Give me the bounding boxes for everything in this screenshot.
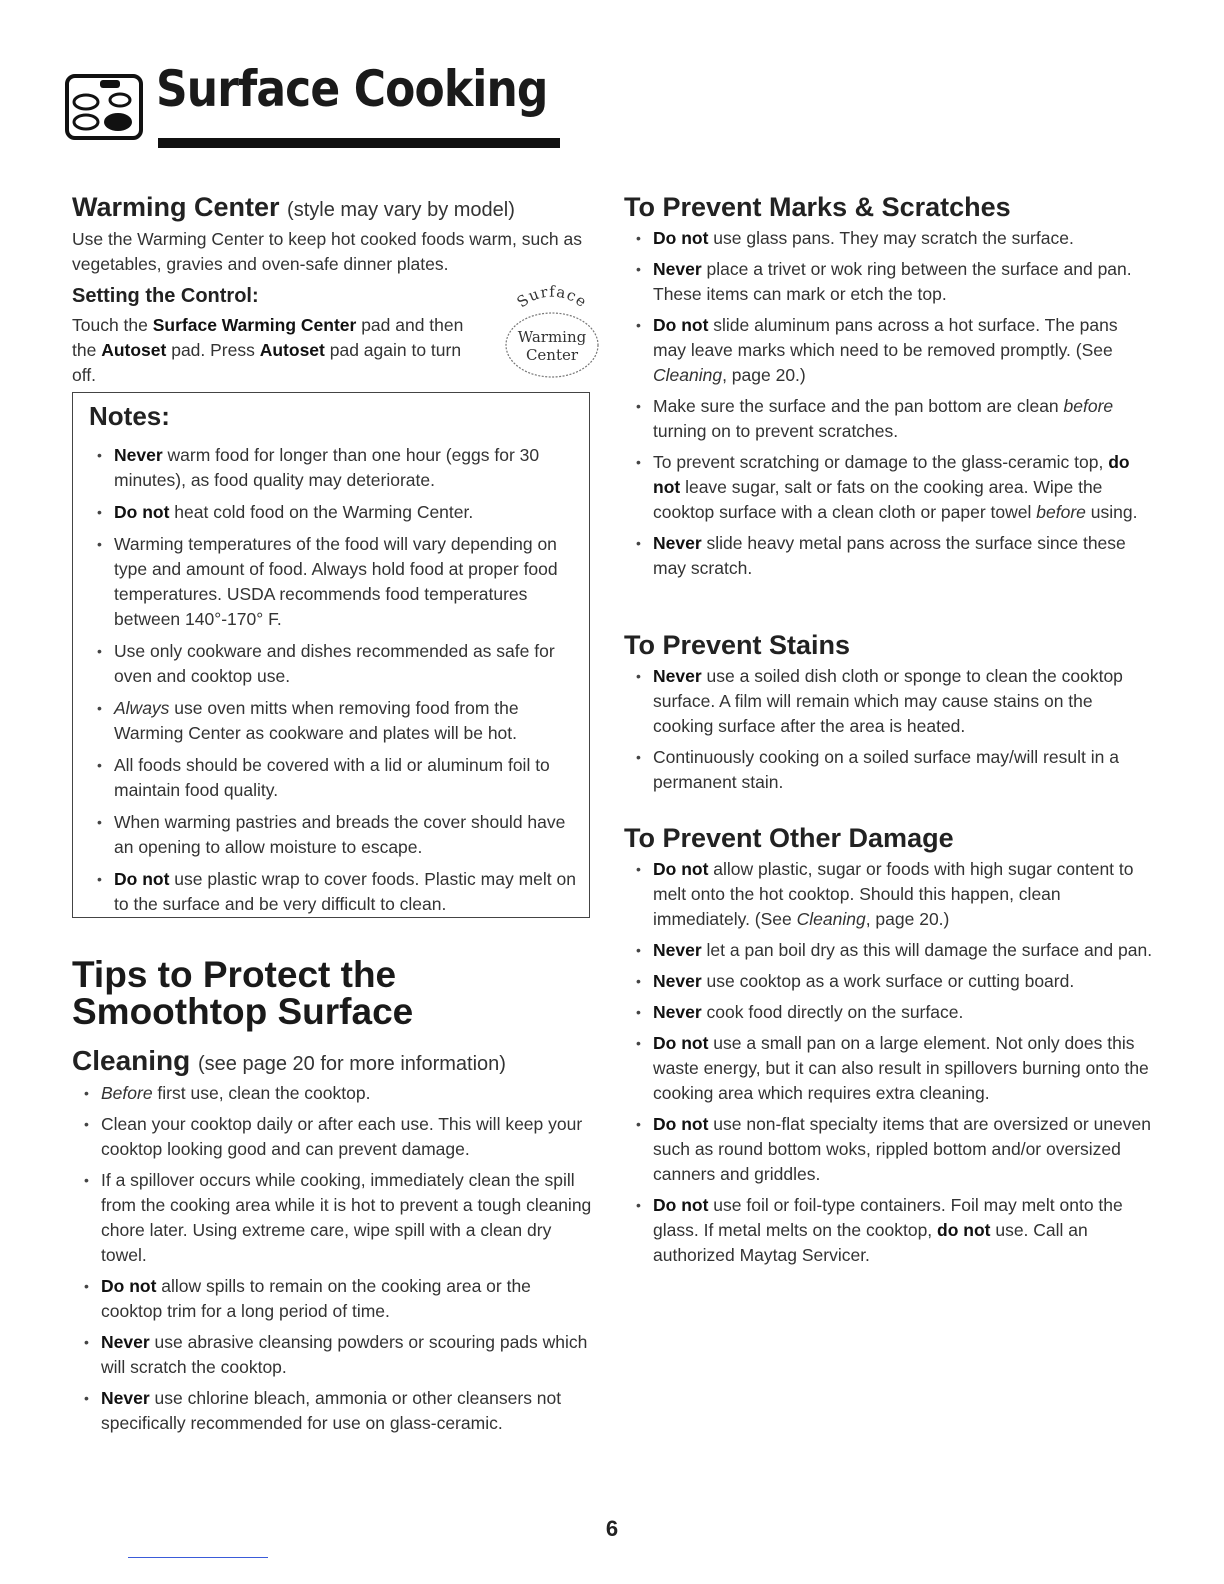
list-item: • Never use a soiled dish cloth or sponge to clean the cooktop surface. A film will remain which may cause stains on the cooking surface after the area is heated. (624, 664, 1154, 739)
svg-text:Warming: Warming (517, 328, 587, 346)
list-item: • If a spillover occurs while cooking, immediately clean the spill from the cooking area while it is hot to prevent a tough cleaning chore later. Using extreme care, wipe spill with a clean dry towel. (72, 1168, 592, 1268)
list-item: • Continuously cooking on a soiled surface may/will result in a permanent stain. (624, 745, 1154, 795)
cleaning-list (72, 1081, 592, 1436)
marks-list (624, 226, 1154, 581)
list-item: • Never warm food for longer than one hour (eggs for 30 minutes), as food quality may deteriorate. (85, 443, 585, 493)
marks-section (624, 192, 1154, 587)
stains-heading: To Prevent Stains (624, 630, 851, 660)
tips-heading: Tips to Protect the Smoothtop Surface (72, 954, 414, 1032)
setting-control-heading: Setting the Control: (72, 285, 259, 307)
other-damage-heading: To Prevent Other Damage (624, 823, 954, 853)
list-item: • Do not heat cold food on the Warming Center. (85, 500, 585, 525)
stains-list (624, 664, 1154, 795)
other-damage-list (624, 857, 1154, 1268)
warming-center-pad-icon (492, 280, 602, 380)
list-item: • Do not slide aluminum pans across a hot surface. The pans may leave marks which need to be removed promptly. (See Cleaning, page 20.) (624, 313, 1154, 388)
warming-center-section (72, 192, 592, 388)
notes-heading: Notes: (89, 401, 170, 431)
stains-section (624, 630, 1154, 801)
list-item: • Never use chlorine bleach, ammonia or other cleansers not specifically recommended for use on glass-ceramic. (72, 1386, 592, 1436)
page-number: 6 (605, 1516, 619, 1541)
notes-list (85, 443, 585, 924)
other-damage-section (624, 823, 1154, 1274)
cooktop-icon (64, 72, 146, 144)
list-item: • Never use cooktop as a work surface or cutting board. (624, 969, 1154, 994)
list-item: • All foods should be covered with a lid or aluminum foil to maintain food quality. (85, 753, 585, 803)
list-item: • Never cook food directly on the surface. (624, 1000, 1154, 1025)
warming-center-heading: Warming Center (style may vary by model) (72, 192, 515, 222)
list-item: • Do not use a small pan on a large element. Not only does this waste energy, but it can also result in spillovers burning onto the cooking area which requires extra cleaning. (624, 1031, 1154, 1106)
list-item: • Clean your cooktop daily or after each use. This will keep your cooktop looking good and can prevent damage. (72, 1112, 592, 1162)
list-item: • When warming pastries and breads the cover should have an opening to allow moisture to escape. (85, 810, 585, 860)
cleaning-section (72, 1046, 592, 1442)
page-title: Surface Cooking (156, 60, 548, 118)
list-item: • Make sure the surface and the pan bottom are clean before turning on to prevent scratches. (624, 394, 1154, 444)
list-item: • Do not allow plastic, sugar or foods with high sugar content to melt onto the hot cooktop. Should this happen, clean immediately. (See Cleaning, page 20.) (624, 857, 1154, 932)
warming-center-intro: Use the Warming Center to keep hot cooked foods warm, such as vegetables, gravies and oven-safe dinner plates. (72, 229, 583, 274)
footer-rule (128, 1557, 268, 1558)
list-item: • Do not use plastic wrap to cover foods. Plastic may melt on to the surface and be very difficult to clean. (85, 867, 585, 917)
svg-text:Surface: Surface (513, 282, 591, 312)
list-item: • Warming temperatures of the food will vary depending on type and amount of food. Always hold food at proper food temperatures. USDA recommends food temperatures between 140°-170° F. (85, 532, 585, 632)
page-header (64, 60, 548, 154)
cleaning-heading: Cleaning (see page 20 for more information) (72, 1045, 506, 1076)
list-item: • To prevent scratching or damage to the glass-ceramic top, do not leave sugar, salt or fats on the cooking area. Wipe the cooktop surface with a clean cloth or paper towel before using. (624, 450, 1154, 525)
list-item: • Never let a pan boil dry as this will damage the surface and pan. (624, 938, 1154, 963)
marks-heading: To Prevent Marks & Scratches (624, 192, 1011, 222)
list-item: • Never place a trivet or wok ring between the surface and pan. These items can mark or etch the top. (624, 257, 1154, 307)
setting-control-text: Touch the Surface Warming Center pad and then the Autoset pad. Press Autoset pad again to turn off. (72, 315, 464, 385)
list-item: • Do not use foil or foil-type containers. Foil may melt onto the glass. If metal melts on the cooktop, do not use. Call an authorized Maytag Servicer. (624, 1193, 1154, 1268)
title-underline (158, 138, 560, 148)
list-item: • Do not use glass pans. They may scratch the surface. (624, 226, 1154, 251)
list-item: • Never slide heavy metal pans across the surface since these may scratch. (624, 531, 1154, 581)
list-item: • Before first use, clean the cooktop. (72, 1081, 592, 1106)
list-item: • Do not allow spills to remain on the cooking area or the cooktop trim for a long period of time. (72, 1274, 592, 1324)
notes-box (72, 392, 590, 918)
list-item: • Do not use non-flat specialty items that are oversized or uneven such as round bottom woks, rippled bottom and/or oversized canners and griddles. (624, 1112, 1154, 1187)
list-item: • Never use abrasive cleansing powders or scouring pads which will scratch the cooktop. (72, 1330, 592, 1380)
list-item: • Always use oven mitts when removing food from the Warming Center as cookware and plates will be hot. (85, 696, 585, 746)
svg-text:Center: Center (525, 346, 579, 364)
list-item: • Use only cookware and dishes recommended as safe for oven and cooktop use. (85, 639, 585, 689)
